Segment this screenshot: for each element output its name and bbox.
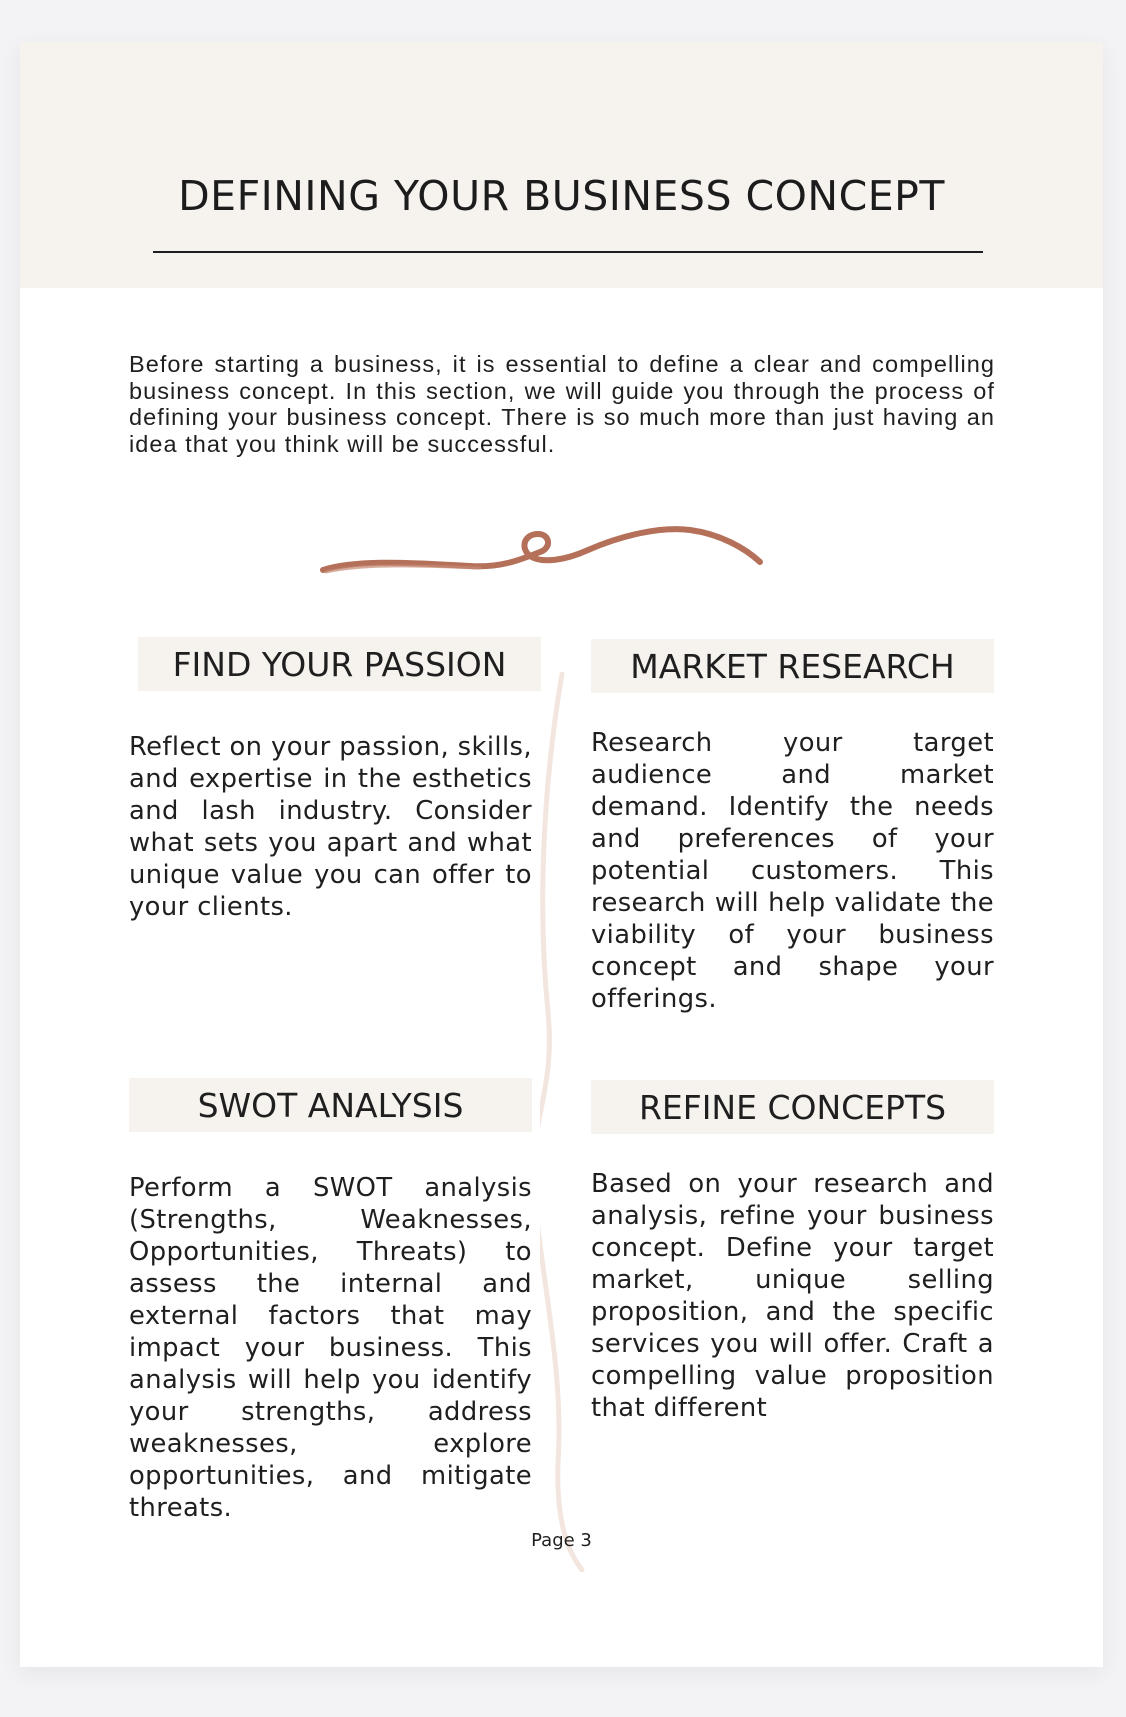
section-heading-swot-analysis: SWOT ANALYSIS [129, 1078, 532, 1132]
page-header [20, 42, 1103, 288]
section-body-refine-concepts: Based on your research and analysis, refine your business concept. Define your target market, unique selling proposition, and the specific services you will offer. Craft a compelling value proposition that different [591, 1169, 994, 1423]
brush-swash-flourish [320, 522, 780, 602]
page-title: DEFINING YOUR BUSINESS CONCEPT [178, 172, 945, 220]
page-number: Page 3 [531, 1530, 592, 1551]
document-page [20, 42, 1103, 1667]
title-underline [153, 251, 983, 253]
section-heading-refine-concepts: REFINE CONCEPTS [591, 1080, 994, 1134]
section-heading-market-research: MARKET RESEARCH [591, 639, 994, 693]
section-heading-find-your-passion: FIND YOUR PASSION [138, 637, 541, 691]
section-body-market-research: Research your target audience and market demand. Identify the needs and preferences of your potential customers. This research will help validate the viability of your business concept and shape your offerings. [591, 728, 994, 1014]
section-body-swot-analysis: Perform a SWOT analysis (Strengths, Weaknesses, Opportunities, Threats) to assess the internal and external factors that may impact your business. This analysis will help you identify your strengths, address weaknesses, explore opportunities, and mitigate threats. [129, 1173, 532, 1523]
section-body-find-your-passion: Reflect on your passion, skills, and expertise in the esthetics and lash industry. Consider what sets you apart and what unique value you can offer to your clients. [129, 732, 532, 922]
intro-paragraph: Before starting a business, it is essential to define a clear and compelling business concept. In this section, we will guide you through the process of defining your business concept. There is so much more than just having an idea that you think will be successful. [129, 351, 995, 457]
